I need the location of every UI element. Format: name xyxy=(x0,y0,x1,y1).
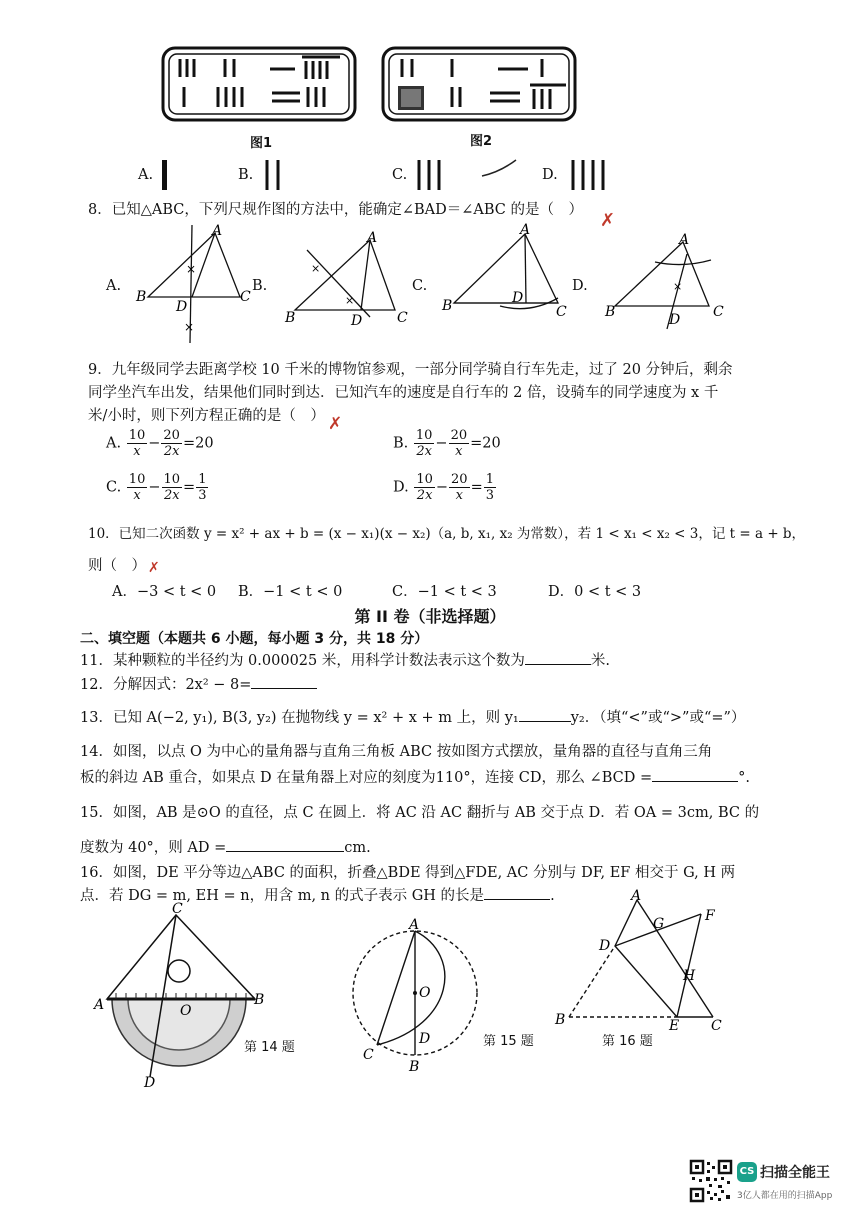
svg-text:×: × xyxy=(186,262,197,276)
q16-line-2: 点．若 DG = m, EH = n，用含 m, n 的式子表示 GH 的长是 . xyxy=(80,888,555,904)
q9-option-c: C. $\frac{10}{x}$ − $\frac{10}{2x}$ = $\frac{1}{3}$ xyxy=(106,472,207,503)
svg-text:C: C xyxy=(556,304,567,320)
q13-answer-blank[interactable] xyxy=(519,721,571,722)
svg-text:A: A xyxy=(520,222,531,238)
q9-cross-mark: ✗ xyxy=(328,414,343,434)
q8-figure-c xyxy=(440,222,575,323)
q14-figure-label: 第 14 题 xyxy=(244,1040,295,1055)
svg-text:B: B xyxy=(605,304,616,320)
q16-figure-triangle xyxy=(555,888,730,1034)
svg-text:B: B xyxy=(285,310,296,326)
svg-text:C: C xyxy=(172,901,183,917)
svg-text:C: C xyxy=(240,289,251,305)
svg-text:G: G xyxy=(653,916,665,932)
q9-option-b: B. $\frac{10}{2x}$ − $\frac{20}{x}$ =20 xyxy=(393,428,501,459)
svg-text:D: D xyxy=(351,313,363,329)
q9-line-2: 同学坐汽车出发，结果他们同时到达．已知汽车的速度是自行车的 2 倍，设骑车的同学速度为 x 千 xyxy=(88,385,719,401)
q9-option-a: A. $\frac{10}{x}$ − $\frac{20}{2x}$ =20 xyxy=(106,428,214,459)
q8-option-b-label: B. xyxy=(252,278,268,294)
q10-line-2: 则（ ） xyxy=(88,558,146,574)
camscanner-brand: 扫描全能王 xyxy=(760,1165,830,1181)
q11-text: 11．某种颗粒的半径约为 0.000025 米，用科学计数法表示这个数为 米. xyxy=(80,653,610,669)
svg-text:D: D xyxy=(144,1075,156,1091)
figure-2-caption: 图2 xyxy=(470,134,493,149)
svg-text:O: O xyxy=(180,1003,192,1019)
q7-option-c-rods xyxy=(416,158,446,192)
q8-stem: 8．已知△ABC，下列尺规作图的方法中，能确定∠BAD＝∠ABC 的是（ ） xyxy=(88,202,584,218)
svg-text:C: C xyxy=(363,1047,374,1063)
q7-option-d-label: D. xyxy=(542,167,558,183)
q12-text: 12．分解因式：2x² − 8= xyxy=(80,675,317,695)
q7-option-d-rods xyxy=(570,158,610,192)
svg-text:H: H xyxy=(683,968,696,984)
q7-option-c-label: C. xyxy=(392,167,408,183)
q8a-label-A: A xyxy=(212,223,223,239)
svg-text:D: D xyxy=(512,290,524,306)
svg-text:D: D xyxy=(599,938,611,954)
svg-text:A: A xyxy=(367,230,378,246)
figure-1-caption: 图1 xyxy=(250,136,273,151)
svg-text:B: B xyxy=(442,298,453,314)
svg-text:×: × xyxy=(673,280,683,293)
svg-text:F: F xyxy=(705,908,715,924)
q10-cross-mark: ✗ xyxy=(148,560,160,576)
q7-option-b-rods xyxy=(264,158,284,192)
q10-line-1: 10．已知二次函数 y = x² + ax + b = (x − x₁)(x − x₂)（a, b, x₁, x₂ 为常数），若 1 < x₁ < x₂ < 3，记 t = a + b， xyxy=(88,526,806,542)
svg-text:D: D xyxy=(419,1031,431,1047)
q8-figure-d xyxy=(605,234,725,329)
q14-line-2: 板的斜边 AB 重合，如果点 D 在量角器上对应的刻度为110°，连接 CD，那么 ∠BCD = °. xyxy=(80,770,750,786)
svg-text:B: B xyxy=(136,289,147,305)
svg-text:B: B xyxy=(409,1059,420,1075)
svg-text:×: × xyxy=(311,262,321,275)
svg-text:D: D xyxy=(176,299,188,315)
q7-option-a-rods xyxy=(162,160,167,190)
q8-figure-a xyxy=(136,223,260,345)
q8-option-c-label: C. xyxy=(412,278,428,294)
q8-cross-mark: ✗ xyxy=(600,210,616,231)
camscanner-tagline: 3亿人都在用的扫描App xyxy=(737,1191,833,1201)
svg-text:E: E xyxy=(669,1018,680,1034)
camscanner-logo: CS xyxy=(737,1162,757,1182)
q16-figure-label: 第 16 题 xyxy=(602,1034,653,1049)
q10-option-c: C．−1 < t < 3 xyxy=(392,584,497,600)
part-2-title: 第 II 卷（非选择题） xyxy=(354,607,506,626)
figure-1-rods xyxy=(160,45,360,125)
svg-text:C: C xyxy=(713,304,724,320)
q8-option-a-label: A. xyxy=(106,278,122,294)
q16-answer-blank[interactable] xyxy=(484,899,550,900)
q8-option-d-label: D. xyxy=(572,278,588,294)
q10-option-a: A．−3 < t < 0 xyxy=(112,584,217,600)
svg-text:C: C xyxy=(397,310,408,326)
q15-figure-label: 第 15 题 xyxy=(483,1034,534,1049)
q9-line-3: 米/小时，则下列方程正确的是（ ） xyxy=(88,408,325,424)
svg-text:B: B xyxy=(555,1012,566,1028)
q7-option-b-label: B. xyxy=(238,167,254,183)
qr-code-icon xyxy=(690,1160,732,1202)
section-2-heading: 二、填空题（本题共 6 小题，每小题 3 分，共 18 分） xyxy=(80,631,429,647)
q12-answer-blank[interactable] xyxy=(251,688,317,689)
q15-answer-blank[interactable] xyxy=(226,851,344,852)
svg-text:A: A xyxy=(679,232,690,248)
q10-option-b: B．−1 < t < 0 xyxy=(238,584,343,600)
q10-option-d: D．0 < t < 3 xyxy=(548,584,642,600)
figure-2-rods xyxy=(380,45,580,125)
svg-text:A: A xyxy=(409,917,420,933)
q15-figure-circle xyxy=(345,915,485,1075)
svg-text:O: O xyxy=(419,985,431,1001)
q8-figure-b xyxy=(285,232,415,327)
q9-option-d: D. $\frac{10}{2x}$ − $\frac{20}{x}$ = $\frac{1}{3}$ xyxy=(393,472,495,503)
q13-text: 13．已知 A(−2, y₁), B(3, y₂) 在抛物线 y = x² + x + m 上，则 y₁ y₂．（填“<”或“>”或“=”） xyxy=(80,710,746,726)
q7-option-a-label: A. xyxy=(138,167,154,183)
svg-text:A: A xyxy=(94,997,105,1013)
q14-answer-blank[interactable] xyxy=(652,781,738,782)
q16-line-1: 16．如图，DE 平分等边△ABC 的面积，折叠△BDE 得到△FDE, AC 分别与 DF, EF 相交于 G, H 两 xyxy=(80,865,736,881)
svg-text:×: × xyxy=(345,294,355,307)
q15-line-2: 度数为 40°，则 AD = cm. xyxy=(80,840,371,856)
q14-figure-protractor xyxy=(92,901,282,1091)
svg-text:D: D xyxy=(669,312,681,328)
svg-text:B: B xyxy=(254,992,265,1008)
svg-text:×: × xyxy=(184,320,195,334)
q7-pencil-mark xyxy=(480,158,520,180)
q9-line-1: 9．九年级同学去距离学校 10 千米的博物馆参观，一部分同学骑自行车先走，过了 20 分钟后，剩余 xyxy=(88,362,733,378)
q15-line-1: 15．如图，AB 是⊙O 的直径，点 C 在圆上．将 AC 沿 AC 翻折与 AB 交于点 D．若 OA = 3cm, BC 的 xyxy=(80,805,760,821)
q14-line-1: 14．如图，以点 O 为中心的量角器与直角三角板 ABC 按如图方式摆放，量角器的直径与直角三角 xyxy=(80,744,713,760)
q11-answer-blank[interactable] xyxy=(525,664,591,665)
svg-text:A: A xyxy=(631,888,642,904)
svg-text:C: C xyxy=(711,1018,722,1034)
